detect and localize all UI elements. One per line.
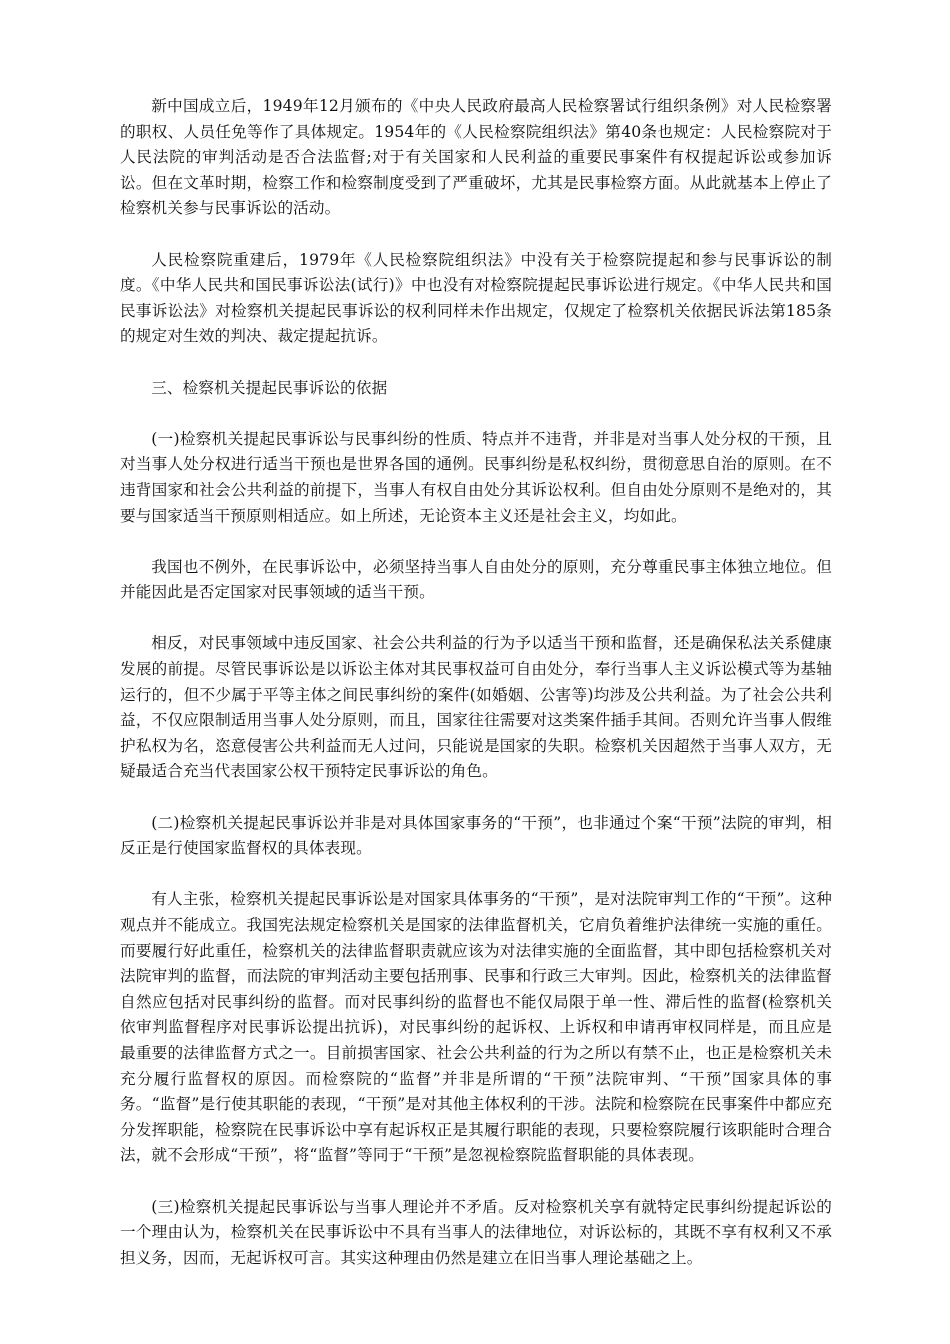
document-body [120, 94, 832, 1297]
paragraph-some-argue: 有人主张，检察机关提起民事诉讼是对国家具体事务的“干预”，是对法院审判工作的“干预”。这种观点并不能成立。我国宪法规定检察机关是国家的法律监督机关，它肩负着维护法律统一实施的重任。而要履行好此重任，检察机关的法律监督职责就应该为对法律实施的全面监督，其中即包括检察机关对法院审判的监督，而法院的审判活动主要包括刑事、民事和行政三大审判。因此，检察机关的法律监督自然应包括对民事纠纷的监督。而对民事纠纷的监督也不能仅局限于单一性、滞后性的监督(检察机关依审判监督程序对民事诉讼提出抗诉)，对民事纠纷的起诉权、上诉权和申请再审权同样是，而且应是最重要的法律监督方式之一。目前损害国家、社会公共利益的行为之所以有禁不止，也正是检察机关未充分履行监督权的原因。而检察院的“监督”并非是所谓的“干预”法院审判、“干预”国家具体的事务。“监督”是行使其职能的表现，“干预”是对其他主体权利的干涉。法院和检察院在民事案件中都应充分发挥职能，检察院在民事诉讼中享有起诉权正是其履行职能的表现，只要检察院履行该职能时合理合法，就不会形成“干预”，将“监督”等同于“干预”是忽视检察院监督职能的具体表现。 [120, 890, 832, 1165]
paragraph-no-exception: 我国也不例外，在民事诉讼中，必须坚持当事人自由处分的原则，充分尊重民事主体独立地位。但并能因此是否定国家对民事领域的适当干预。 [120, 557, 832, 602]
paragraph-rebuild-1979: 人民检察院重建后，1979年《人民检察院组织法》中没有关于检察院提起和参与民事诉讼的制度。《中华人民共和国民事诉讼法(试行)》中也没有对检察院提起民事诉讼进行规定。《中华人民共和国民事诉讼法》对检察机关提起民事诉讼的权利同样未作出规定，仅规定了检察机关依据民诉法第185条的规定对生效的判决、裁定提起抗诉。 [120, 250, 832, 346]
paragraph-point-one: (一)检察机关提起民事诉讼与民事纠纷的性质、特点并不违背，并非是对当事人处分权的干预，且对当事人处分权进行适当干预也是世界各国的通例。民事纠纷是私权纠纷，贯彻意思自治的原则。在不违背国家和社会公共利益的前提下，当事人有权自由处分其诉讼权利。但自由处分原则不是绝对的，其要与国家适当干预原则相适应。如上所述，无论资本主义还是社会主义，均如此。 [120, 429, 832, 525]
paragraph-history-1949: 新中国成立后，1949年12月颁布的《中央人民政府最高人民检察署试行组织条例》对人民检察署的职权、人员任免等作了具体规定。1954年的《人民检察院组织法》第40条也规定：人民检察院对于人民法院的审判活动是否合法监督;对于有关国家和人民利益的重要民事案件有权提起诉讼或参加诉讼。但在文革时期，检察工作和检察制度受到了严重破坏，尤其是民事检察方面。从此就基本上停止了检察机关参与民事诉讼的活动。 [120, 97, 832, 218]
paragraph-point-three: (三)检察机关提起民事诉讼与当事人理论并不矛盾。反对检察机关享有就特定民事纠纷提起诉讼的一个理由认为，检察机关在民事诉讼中不具有当事人的法律地位，对诉讼标的，其既不享有权利又不承担义务，因而，无起诉权可言。其实这种理由仍然是建立在旧当事人理论基础之上。 [120, 1197, 832, 1267]
section-heading-basis: 三、检察机关提起民事诉讼的依据 [151, 378, 388, 397]
paragraph-on-the-contrary: 相反，对民事领域中违反国家、社会公共利益的行为予以适当干预和监督，还是确保私法关系健康发展的前提。尽管民事诉讼是以诉讼主体对其民事权益可自由处分，奉行当事人主义诉讼模式等为基轴运行的，但不少属于平等主体之间民事纠纷的案件(如婚姻、公害等)均涉及公共利益。为了社会公共利益，不仅应限制适用当事人处分原则，而且，国家往往需要对这类案件插手其间。否则允许当事人假维护私权为名，恣意侵害公共利益而无人过问，只能说是国家的失职。检察机关因超然于当事人双方，无疑最适合充当代表国家公权干预特定民事诉讼的角色。 [120, 634, 832, 781]
paragraph-point-two: (二)检察机关提起民事诉讼并非是对具体国家事务的“干预”，也非通过个案“干预”法院的审判，相反正是行使国家监督权的具体表现。 [120, 813, 832, 858]
